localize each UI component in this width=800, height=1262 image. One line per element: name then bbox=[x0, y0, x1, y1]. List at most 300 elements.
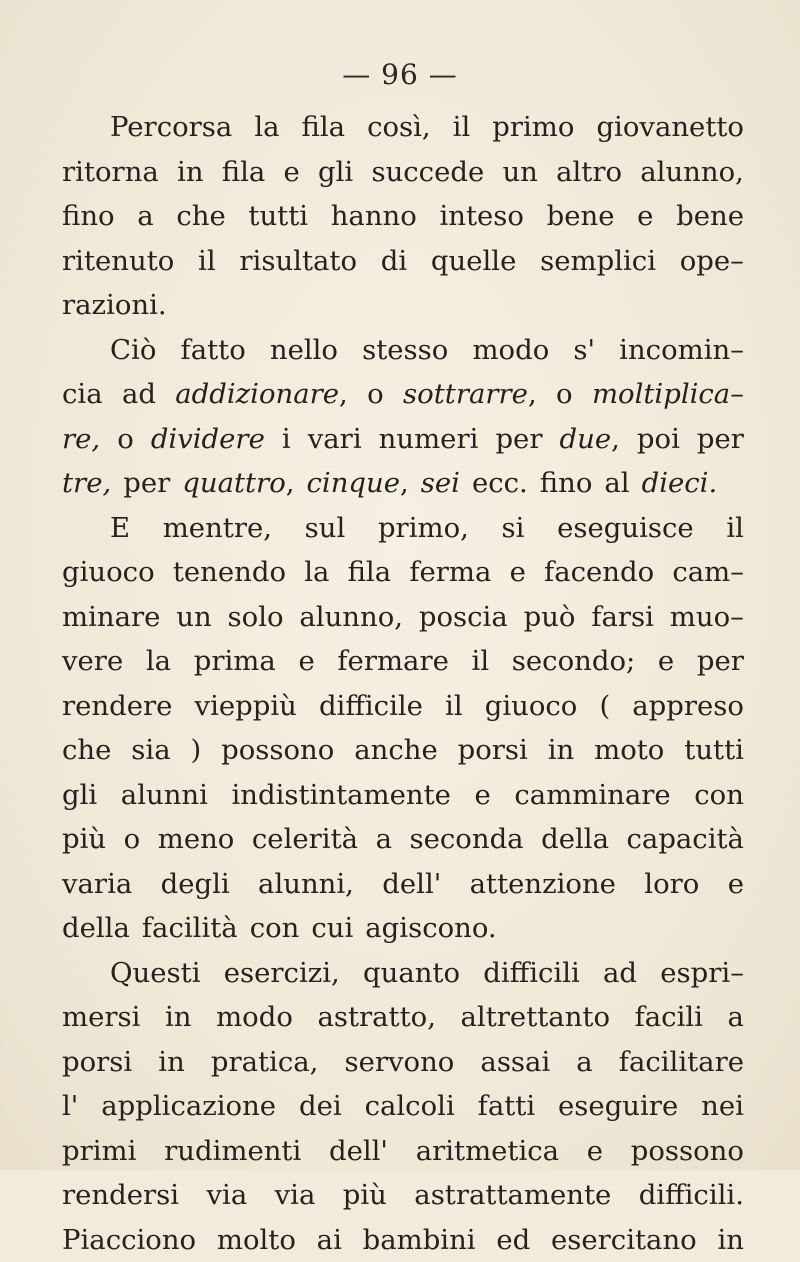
word-text: esercizi, bbox=[224, 951, 340, 996]
word bbox=[275, 1173, 316, 1218]
word bbox=[635, 995, 703, 1040]
word bbox=[365, 1084, 455, 1129]
word bbox=[658, 639, 674, 684]
word-text: capacità bbox=[627, 817, 744, 862]
word bbox=[62, 1084, 78, 1129]
word bbox=[304, 550, 329, 595]
word-text: che bbox=[62, 728, 111, 773]
word bbox=[697, 417, 744, 462]
punctuation: , bbox=[339, 372, 348, 417]
word-text: poscia bbox=[419, 595, 508, 640]
word-text: ) bbox=[190, 728, 201, 773]
word-text: il bbox=[472, 639, 490, 684]
word bbox=[318, 150, 353, 195]
word bbox=[410, 817, 524, 862]
word-text: incomin– bbox=[619, 328, 744, 373]
word-text: cia bbox=[62, 372, 103, 417]
word-text: i bbox=[282, 417, 291, 462]
word-text: facilità bbox=[142, 906, 238, 951]
word-text: alunni bbox=[121, 773, 208, 818]
word bbox=[164, 1129, 301, 1174]
word-text: muo– bbox=[670, 595, 744, 640]
word-text: eseguire bbox=[558, 1084, 678, 1129]
word bbox=[62, 728, 111, 773]
word bbox=[680, 239, 744, 284]
word bbox=[697, 639, 744, 684]
word-text: inteso bbox=[439, 194, 524, 239]
word bbox=[110, 105, 232, 150]
word-text: E bbox=[110, 506, 130, 551]
word-text: mentre, bbox=[163, 506, 272, 551]
word-text: altro bbox=[556, 150, 622, 195]
word-text: modo bbox=[472, 328, 549, 373]
word-text: bene bbox=[547, 194, 615, 239]
word-text: dell' bbox=[329, 1129, 388, 1174]
word-text: o bbox=[556, 372, 573, 417]
word bbox=[604, 461, 629, 506]
word bbox=[62, 1040, 132, 1085]
word bbox=[576, 1040, 592, 1085]
word bbox=[644, 862, 699, 907]
italic-word: quattro bbox=[182, 467, 286, 499]
word bbox=[62, 684, 172, 729]
text-line bbox=[62, 595, 744, 640]
word bbox=[62, 1173, 179, 1218]
word-text: astratto, bbox=[317, 995, 436, 1040]
word bbox=[461, 995, 610, 1040]
text-line bbox=[62, 550, 744, 595]
word bbox=[362, 328, 448, 373]
word bbox=[556, 372, 573, 417]
word bbox=[701, 1084, 744, 1129]
word bbox=[416, 1129, 559, 1174]
word-text: difficili bbox=[483, 951, 580, 996]
word-text: difficili. bbox=[639, 1173, 744, 1218]
word bbox=[458, 728, 528, 773]
word-text: fatti bbox=[478, 1084, 535, 1129]
word bbox=[560, 417, 620, 462]
word-text: rudimenti bbox=[164, 1129, 301, 1174]
word-text: fila bbox=[302, 105, 346, 150]
word-text: ai bbox=[317, 1218, 342, 1262]
italic-word: cinque bbox=[307, 467, 401, 499]
word bbox=[62, 773, 97, 818]
word bbox=[337, 639, 449, 684]
word bbox=[228, 595, 284, 640]
word bbox=[640, 150, 744, 195]
word-text: il bbox=[453, 105, 471, 150]
word-text: in bbox=[717, 1218, 744, 1262]
word-text: a bbox=[576, 1040, 592, 1085]
word bbox=[728, 862, 744, 907]
word-text: un bbox=[502, 150, 537, 195]
word bbox=[216, 995, 293, 1040]
word bbox=[298, 639, 314, 684]
word-text: cam– bbox=[672, 550, 744, 595]
word bbox=[181, 328, 246, 373]
punctuation: , bbox=[528, 372, 537, 417]
word bbox=[239, 239, 357, 284]
italic-word: sottrarre bbox=[403, 378, 528, 410]
text-line bbox=[62, 639, 744, 684]
page-number: — 96 — bbox=[0, 58, 800, 91]
word bbox=[299, 595, 403, 640]
word bbox=[198, 239, 216, 284]
word-text: ope– bbox=[680, 239, 744, 284]
word bbox=[165, 995, 192, 1040]
word-text: in bbox=[177, 150, 204, 195]
italic-word: due bbox=[560, 423, 612, 455]
word bbox=[146, 639, 171, 684]
word-text: mersi bbox=[62, 995, 140, 1040]
word-text: Questi bbox=[110, 951, 201, 996]
word-text: per bbox=[697, 639, 744, 684]
word-text: razioni. bbox=[62, 283, 167, 328]
word bbox=[478, 1084, 535, 1129]
word-text: prima bbox=[194, 639, 276, 684]
word bbox=[258, 862, 354, 907]
word-text: appreso bbox=[632, 684, 744, 729]
word-text: varia bbox=[62, 862, 132, 907]
word-text: dei bbox=[299, 1084, 342, 1129]
word bbox=[627, 817, 744, 862]
word bbox=[343, 1173, 387, 1218]
word bbox=[502, 506, 525, 551]
word bbox=[62, 639, 123, 684]
word-text: giuoco bbox=[62, 550, 155, 595]
word bbox=[62, 283, 167, 328]
word-text: fermare bbox=[337, 639, 449, 684]
word bbox=[512, 639, 635, 684]
word-text: ecc. bbox=[472, 461, 528, 506]
word-text: a bbox=[728, 995, 744, 1040]
word bbox=[382, 862, 441, 907]
punctuation: , bbox=[611, 417, 620, 462]
word bbox=[367, 105, 431, 150]
word bbox=[62, 906, 130, 951]
word-text: modo bbox=[216, 995, 293, 1040]
word bbox=[195, 684, 297, 729]
word-text: primo bbox=[492, 105, 574, 150]
word-text: meno bbox=[158, 817, 235, 862]
word-text: il bbox=[726, 506, 744, 551]
word bbox=[672, 550, 744, 595]
word bbox=[728, 995, 744, 1040]
word bbox=[224, 951, 340, 996]
word bbox=[232, 773, 451, 818]
word bbox=[694, 773, 744, 818]
word-text: bambini bbox=[363, 1218, 476, 1262]
word-text: gli bbox=[62, 773, 97, 818]
italic-word: re, bbox=[62, 423, 100, 455]
word-text: bene bbox=[676, 194, 744, 239]
word bbox=[445, 684, 463, 729]
word-text: semplici bbox=[540, 239, 656, 284]
word-text: e bbox=[637, 194, 653, 239]
word bbox=[684, 728, 744, 773]
word bbox=[378, 506, 469, 551]
word-text: via bbox=[275, 1173, 316, 1218]
word bbox=[591, 595, 654, 640]
text-line bbox=[62, 862, 744, 907]
word bbox=[472, 461, 528, 506]
word-text: poi bbox=[637, 417, 680, 462]
text-line bbox=[62, 995, 744, 1040]
word bbox=[637, 194, 653, 239]
word-text: facendo bbox=[544, 550, 654, 595]
word-text: loro bbox=[644, 862, 699, 907]
word bbox=[587, 1129, 603, 1174]
word bbox=[62, 150, 159, 195]
word bbox=[158, 1040, 185, 1085]
word bbox=[173, 550, 286, 595]
word-text: succede bbox=[371, 150, 484, 195]
word-text: quanto bbox=[363, 951, 460, 996]
word bbox=[475, 773, 491, 818]
word bbox=[354, 728, 438, 773]
word-text: primi bbox=[62, 1129, 136, 1174]
word bbox=[222, 150, 266, 195]
text-line bbox=[62, 105, 744, 150]
word-text: ritenuto bbox=[62, 239, 174, 284]
punctuation: , bbox=[286, 461, 295, 506]
word-text: via bbox=[206, 1173, 247, 1218]
word bbox=[363, 1218, 476, 1262]
word-text: o bbox=[124, 817, 141, 862]
word bbox=[363, 951, 460, 996]
word-text: dell' bbox=[382, 862, 441, 907]
word-text: cui bbox=[311, 906, 353, 951]
word-text: astrattamente bbox=[414, 1173, 611, 1218]
word bbox=[307, 461, 409, 506]
word bbox=[211, 1040, 319, 1085]
italic-word: addizionare bbox=[175, 378, 339, 410]
word-text: porsi bbox=[458, 728, 528, 773]
word-text: tutti bbox=[248, 194, 308, 239]
word-text: a bbox=[376, 817, 392, 862]
word-text: più bbox=[62, 817, 106, 862]
word bbox=[124, 817, 141, 862]
word bbox=[379, 417, 479, 462]
word-text: fila bbox=[222, 150, 266, 195]
word bbox=[62, 817, 106, 862]
word-text: numeri bbox=[379, 417, 479, 462]
word-text: vieppiù bbox=[195, 684, 297, 729]
word-text: possono bbox=[631, 1129, 744, 1174]
word-text: ad bbox=[122, 372, 156, 417]
word bbox=[419, 595, 508, 640]
word-text: Percorsa bbox=[110, 105, 232, 150]
word bbox=[409, 550, 491, 595]
word-text: la bbox=[254, 105, 279, 150]
word bbox=[599, 684, 610, 729]
word-text: della bbox=[541, 817, 609, 862]
word bbox=[726, 506, 744, 551]
word-text: esercitano bbox=[551, 1218, 697, 1262]
word-text: indistintamente bbox=[232, 773, 451, 818]
word bbox=[371, 150, 484, 195]
text-line bbox=[62, 461, 744, 506]
word bbox=[502, 150, 537, 195]
word-text: espri– bbox=[660, 951, 744, 996]
text-line bbox=[62, 1218, 744, 1262]
italic-word: dieci. bbox=[642, 467, 718, 499]
word bbox=[176, 595, 211, 640]
word-text: gli bbox=[318, 150, 353, 195]
word bbox=[182, 461, 294, 506]
word-text: la bbox=[146, 639, 171, 684]
word bbox=[414, 1173, 611, 1218]
word bbox=[367, 372, 384, 417]
word bbox=[472, 639, 490, 684]
word bbox=[62, 194, 115, 239]
word-text: anche bbox=[354, 728, 438, 773]
word-text: fino bbox=[540, 461, 593, 506]
word-text: calcoli bbox=[365, 1084, 455, 1129]
word-text: possono bbox=[221, 728, 334, 773]
word bbox=[376, 817, 392, 862]
word-text: rendere bbox=[62, 684, 172, 729]
word bbox=[485, 684, 578, 729]
word-text: il bbox=[198, 239, 216, 284]
word bbox=[660, 951, 744, 996]
word bbox=[556, 150, 622, 195]
word bbox=[540, 461, 593, 506]
word-text: ferma bbox=[409, 550, 491, 595]
word-text: tenendo bbox=[173, 550, 286, 595]
word-text: seconda bbox=[410, 817, 524, 862]
word-text: per bbox=[495, 417, 542, 462]
word-text: alunno, bbox=[640, 150, 744, 195]
word bbox=[62, 417, 100, 462]
word-text: solo bbox=[228, 595, 284, 640]
text-line bbox=[62, 328, 744, 373]
word bbox=[175, 372, 348, 417]
word bbox=[642, 461, 718, 506]
italic-word: tre, bbox=[62, 467, 111, 499]
word-text: così, bbox=[367, 105, 431, 150]
word-text: facilitare bbox=[619, 1040, 744, 1085]
word-text: e bbox=[510, 550, 526, 595]
word-text: ad bbox=[603, 951, 637, 996]
word bbox=[62, 595, 160, 640]
word bbox=[421, 461, 460, 506]
word-text: camminare bbox=[514, 773, 670, 818]
text-line bbox=[62, 283, 744, 328]
word-text: aritmetica bbox=[416, 1129, 559, 1174]
word bbox=[365, 906, 496, 951]
word bbox=[331, 194, 417, 239]
word bbox=[62, 550, 155, 595]
word-text: e bbox=[658, 639, 674, 684]
text-line bbox=[62, 684, 744, 729]
word bbox=[329, 1129, 388, 1174]
word bbox=[558, 1084, 678, 1129]
word bbox=[619, 328, 744, 373]
word bbox=[110, 328, 156, 373]
body-text bbox=[62, 105, 744, 1262]
word-text: eseguisce bbox=[557, 506, 694, 551]
word bbox=[299, 1084, 342, 1129]
word-text: attenzione bbox=[470, 862, 616, 907]
text-line bbox=[62, 1173, 744, 1218]
word bbox=[177, 150, 204, 195]
word-text: risultato bbox=[239, 239, 357, 284]
word bbox=[548, 728, 575, 773]
word bbox=[163, 506, 272, 551]
word bbox=[305, 506, 346, 551]
text-line bbox=[62, 817, 744, 862]
word bbox=[62, 862, 132, 907]
word-text: difficile bbox=[319, 684, 423, 729]
word-text: e bbox=[475, 773, 491, 818]
word bbox=[344, 1040, 454, 1085]
word-text: e bbox=[284, 150, 300, 195]
text-line bbox=[62, 951, 744, 996]
word bbox=[110, 506, 130, 551]
word bbox=[381, 239, 407, 284]
word bbox=[541, 817, 609, 862]
word-text: degli bbox=[161, 862, 230, 907]
word bbox=[540, 239, 656, 284]
text-line bbox=[62, 150, 744, 195]
word bbox=[190, 728, 201, 773]
word-text: quelle bbox=[431, 239, 516, 284]
italic-word: moltiplica– bbox=[592, 378, 744, 410]
word-text: e bbox=[728, 862, 744, 907]
word bbox=[284, 150, 300, 195]
word-text: sul bbox=[305, 506, 346, 551]
word-text: e bbox=[587, 1129, 603, 1174]
word bbox=[495, 417, 542, 462]
word bbox=[483, 951, 580, 996]
word bbox=[557, 506, 694, 551]
word bbox=[496, 1218, 530, 1262]
word bbox=[544, 550, 654, 595]
word-text: servono bbox=[344, 1040, 454, 1085]
word bbox=[176, 194, 225, 239]
word bbox=[117, 417, 134, 462]
word bbox=[142, 906, 238, 951]
word bbox=[121, 773, 208, 818]
word bbox=[217, 1218, 296, 1262]
word bbox=[221, 728, 334, 773]
word-text: facili bbox=[635, 995, 703, 1040]
word bbox=[123, 461, 170, 506]
word bbox=[639, 1173, 744, 1218]
word bbox=[594, 728, 664, 773]
word bbox=[453, 105, 471, 150]
text-line bbox=[62, 194, 744, 239]
text-line bbox=[62, 506, 744, 551]
word bbox=[311, 906, 353, 951]
word-text: fila bbox=[348, 550, 392, 595]
word bbox=[317, 1218, 342, 1262]
word bbox=[431, 239, 516, 284]
word bbox=[252, 817, 358, 862]
word-text: in bbox=[158, 1040, 185, 1085]
word-text: hanno bbox=[331, 194, 417, 239]
word bbox=[676, 194, 744, 239]
word bbox=[137, 194, 153, 239]
word-text: molto bbox=[217, 1218, 296, 1262]
word bbox=[470, 862, 616, 907]
word-text: al bbox=[604, 461, 629, 506]
word bbox=[319, 684, 423, 729]
word-text: nello bbox=[270, 328, 338, 373]
word-text: minare bbox=[62, 595, 160, 640]
word-text: altrettanto bbox=[461, 995, 610, 1040]
